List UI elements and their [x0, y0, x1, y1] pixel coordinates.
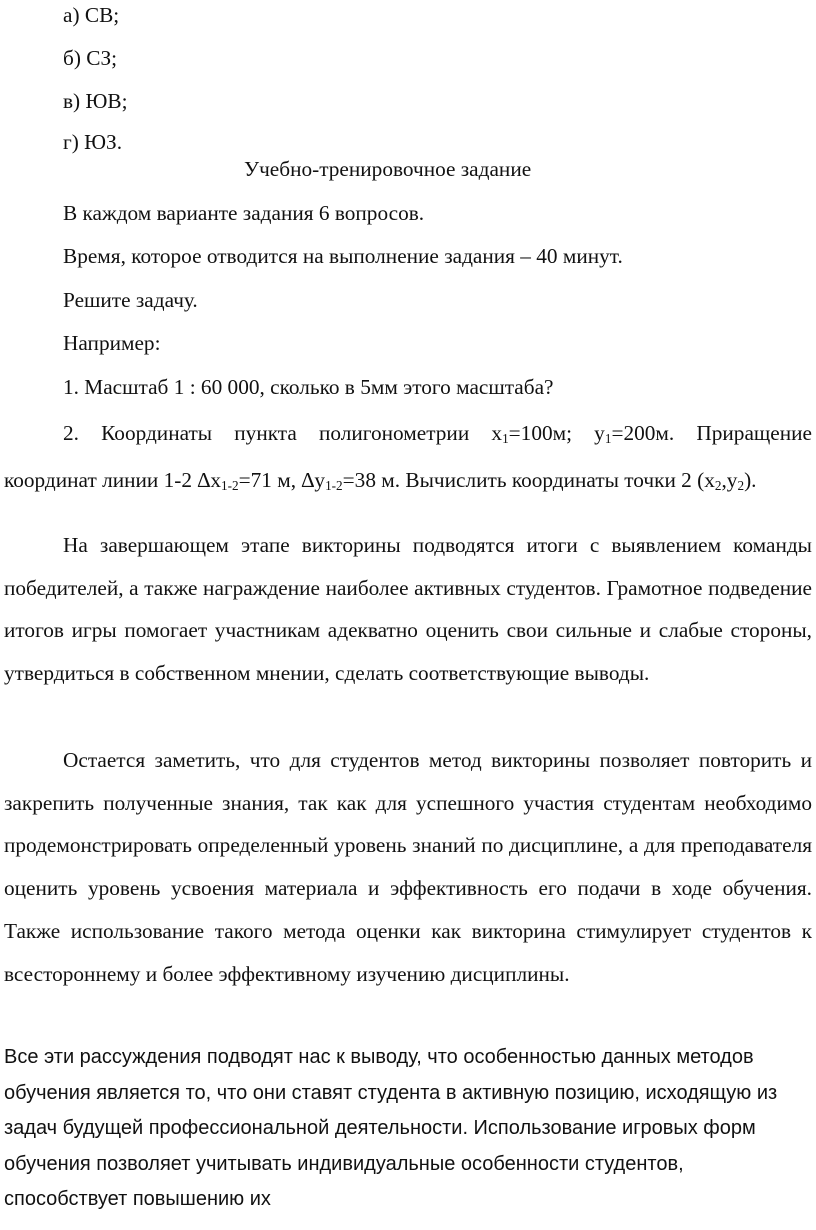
task-example-label: Например:	[63, 331, 161, 355]
task-questions-count: В каждом варианте задания 6 вопросов.	[63, 201, 425, 225]
task-instruction: Решите задачу.	[63, 288, 198, 312]
question-2: 2. Координаты пункта полигонометрии $x_1=100м$; $y_1=200м$. Приращение координат линии 1-2 $\Delta x_{1-2}=71$ м, $\Delta y_{1-2}=38$ м. Вычислить координаты точки 2 $(x_2,y_2)$.	[4, 421, 813, 493]
summary-paragraph: На завершающем этапе викторины подводятся итоги с выявлением команды победителей, а также награждение наиболее активных студентов. Грамотное подведение итогов игры помогает участникам адекватно оценить свои сильные и слабые стороны, утвердиться в собственном мнении, сделать соответствующие выводы.	[4, 533, 812, 685]
question-1: 1. Масштаб 1 : 60 000, сколько в 5мм этого масштаба?	[63, 375, 554, 399]
option-a: а) СВ;	[63, 3, 120, 27]
option-v: в) ЮВ;	[63, 89, 128, 113]
conclusion-paragraph: Остается заметить, что для студентов метод викторины позволяет повторить и закрепить полученные знания, так как для успешного участия студентам необходимо продемонстрировать определенный уровень знаний по дисциплине, а для преподавателя оценить уровень усвоения материала и эффективность его подачи в ходе обучения. Также использование такого метода оценки как викторина стимулирует студентов к всестороннему и более эффективному изучению дисциплины.	[4, 748, 812, 986]
task-title: Учебно-тренировочное задание	[244, 157, 532, 181]
option-g: г) ЮЗ.	[63, 130, 123, 154]
option-b: б) СЗ;	[63, 46, 118, 70]
final-paragraph: Все эти рассуждения подводят нас к выводу, что особенностью данных методов обучения является то, что они ставят студента в активную позицию, исходящую из задач будущей профессиональной деятельности. Использование игровых форм обучения позволяет учитывать индивидуальные особенности студентов, способствует повышению их	[4, 1046, 778, 1211]
task-time-limit: Время, которое отводится на выполнение задания – 40 минут.	[63, 244, 623, 268]
